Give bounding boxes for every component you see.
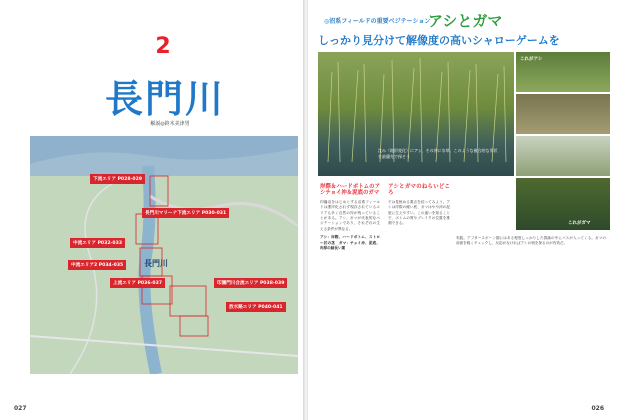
chapter-title: 長門川 — [104, 77, 225, 121]
photo-ashi-3 — [516, 136, 610, 176]
column-1-body: 印旛沼をはじめとする沼系フィールドは護岸化されず現存されているエリアも多く自然の岸が残っていることがある。アシ、ガマが代表的なベジテーションであり、それぞれの生える条件が異なる。 — [320, 199, 380, 231]
map-graphic — [30, 136, 298, 374]
left-page — [0, 0, 305, 420]
main-photo-caption: 沈み（地形変化）にアシ、その沖に水草。このような複合的な形状を最優先で探そう — [378, 148, 498, 159]
chapter-number: 2 — [155, 34, 171, 59]
photo-tag-ashi: これがアシ — [520, 57, 543, 62]
photo-gama — [516, 178, 610, 230]
column-3-body: 実践。アフタースポーン期にはある程度しっかりした群落の中にバスが入ってくる。ガマの前面を軽くチェックし、反応がなければアシの奥を探るのが有効だ。 — [456, 236, 606, 246]
right-page — [308, 0, 620, 420]
main-photo — [318, 52, 514, 176]
headline: アシとガマ — [428, 12, 503, 30]
column-2-body: では見極める要点を絞ってみよう。アシは岸際の硬い底、ガマはやや沖の泥底に生えやすい。この違いを知ることで、ボトムの質やブレイクの位置を推測できる。 — [388, 199, 450, 226]
map-label-midstream-2: 中流エリア2 P034-035 — [68, 260, 126, 270]
section-1-heading: 岸際＆ハードボトムのアシチョイ沖＆泥底のガマ — [320, 184, 380, 197]
article-header — [318, 10, 608, 50]
map-label-confluence: 印旛門川合流エリア P038-039 — [214, 278, 287, 288]
page-number-left: 027 — [14, 405, 27, 412]
photo-ashi-2 — [516, 94, 610, 134]
section-2-heading: アシとガマのねらいどころ — [388, 184, 450, 197]
text-column-3 — [456, 236, 606, 404]
subheadline: しっかり見分けて解像度の高いシャローゲームを — [318, 34, 560, 47]
map-label-upstream: 上流エリア P036-037 — [110, 278, 165, 288]
map-label-midstream: 中流エリア P032-033 — [70, 238, 125, 248]
page-number-right: 026 — [591, 405, 604, 412]
bold-note: アシ：岸際、ハードボトム、ストロー状の茎 ガマ：チョイ沖、泥底、肉厚の細長い葉 — [320, 235, 380, 251]
author-credit: 解説◎鈴木美津男 — [150, 121, 190, 127]
photo-tag-gama: これがガマ — [568, 221, 591, 226]
photo-ashi-1 — [516, 52, 610, 92]
text-column-1 — [320, 182, 380, 404]
map-label-marina: 長門川マリーナ下流エリア P030-031 — [142, 208, 229, 218]
kicker: ◎沼系フィールドの重要ベジテーション — [324, 18, 431, 25]
map-label-downstream: 下流エリア P028-029 — [90, 174, 145, 184]
river-map — [30, 136, 298, 374]
map-place-label: 長門川 — [144, 259, 168, 268]
text-column-2 — [388, 182, 450, 404]
map-label-floodway: 放水路エリア P040-041 — [226, 302, 286, 312]
